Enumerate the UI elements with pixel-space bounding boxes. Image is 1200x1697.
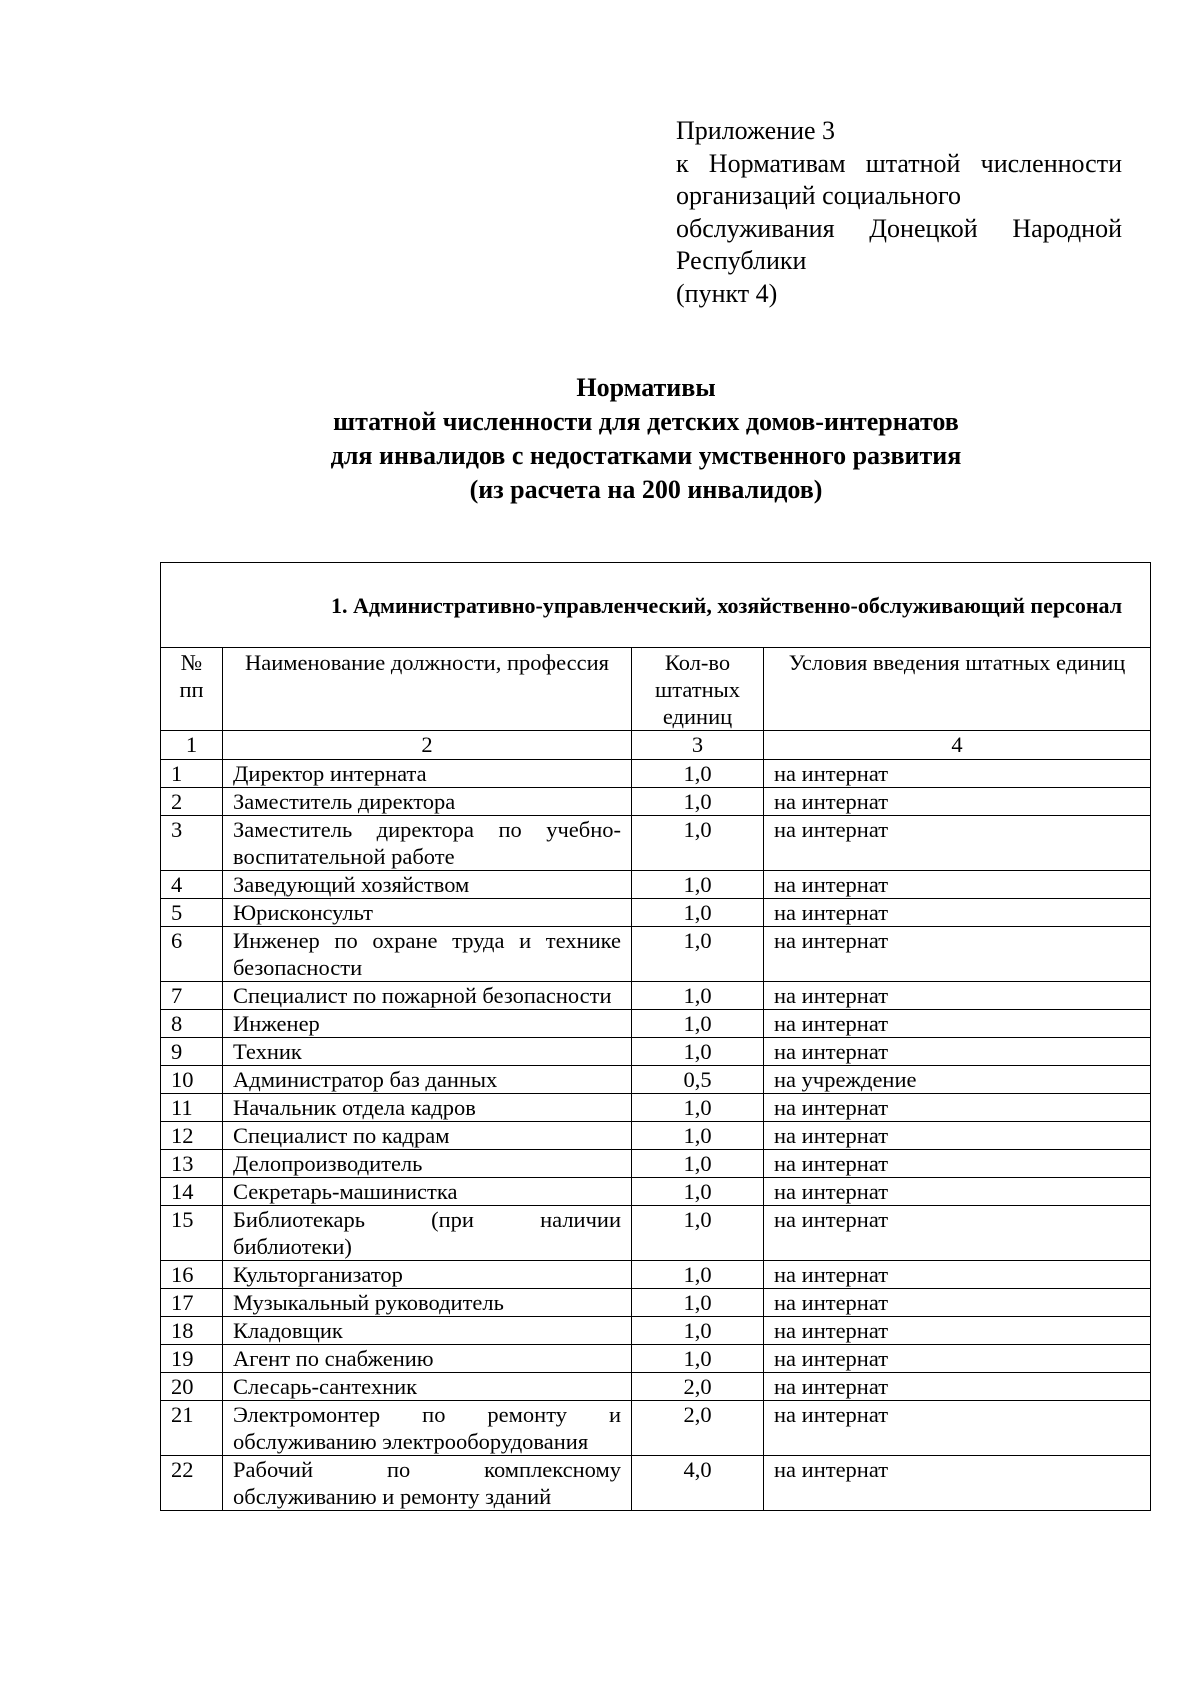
introduction-condition: на интернат bbox=[764, 1289, 1151, 1317]
staff-units: 2,0 bbox=[632, 1373, 764, 1401]
position-name: Инженер bbox=[223, 1010, 632, 1038]
table-row bbox=[161, 1206, 1151, 1261]
row-number: 16 bbox=[161, 1261, 223, 1289]
position-name: Рабочий по комплексному обслуживанию и ремонту зданий bbox=[223, 1456, 632, 1511]
introduction-condition: на интернат bbox=[764, 1206, 1151, 1261]
introduction-condition: на интернат bbox=[764, 1150, 1151, 1178]
header-row bbox=[161, 648, 1151, 731]
table-row bbox=[161, 1289, 1151, 1317]
header-cond: Условия введения штатных единиц bbox=[764, 648, 1151, 731]
row-number: 21 bbox=[161, 1401, 223, 1456]
staff-units: 1,0 bbox=[632, 1150, 764, 1178]
staff-units: 1,0 bbox=[632, 927, 764, 982]
appendix-heading bbox=[676, 115, 1122, 310]
appendix-line: обслуживания Донецкой Народной bbox=[676, 213, 1122, 243]
row-number: 5 bbox=[161, 899, 223, 927]
staffing-norms-table bbox=[160, 562, 1151, 1511]
position-name: Заместитель директора по учебно-воспитательной работе bbox=[223, 816, 632, 871]
row-number: 17 bbox=[161, 1289, 223, 1317]
appendix-line: (пункт 4) bbox=[676, 278, 778, 308]
title-line: для инвалидов с недостатками умственного развития bbox=[330, 441, 962, 470]
staff-units: 4,0 bbox=[632, 1456, 764, 1511]
title-line: (из расчета на 200 инвалидов) bbox=[469, 475, 823, 504]
introduction-condition: на учреждение bbox=[764, 1066, 1151, 1094]
staff-units: 1,0 bbox=[632, 1178, 764, 1206]
header-name: Наименование должности, профессия bbox=[223, 648, 632, 731]
row-number: 10 bbox=[161, 1066, 223, 1094]
position-name: Директор интерната bbox=[223, 760, 632, 788]
introduction-condition: на интернат bbox=[764, 1178, 1151, 1206]
header-num: № пп bbox=[161, 648, 223, 731]
position-name: Администратор баз данных bbox=[223, 1066, 632, 1094]
row-number: 8 bbox=[161, 1010, 223, 1038]
column-number: 4 bbox=[764, 731, 1151, 760]
staff-units: 1,0 bbox=[632, 1122, 764, 1150]
position-name: Заместитель директора bbox=[223, 788, 632, 816]
staff-units: 1,0 bbox=[632, 816, 764, 871]
row-number: 13 bbox=[161, 1150, 223, 1178]
position-name: Кладовщик bbox=[223, 1317, 632, 1345]
staff-units: 1,0 bbox=[632, 1094, 764, 1122]
introduction-condition: на интернат bbox=[764, 1345, 1151, 1373]
position-name: Электромонтер по ремонту и обслуживанию электрооборудования bbox=[223, 1401, 632, 1456]
table-row bbox=[161, 1345, 1151, 1373]
staff-units: 0,5 bbox=[632, 1066, 764, 1094]
table-row bbox=[161, 1010, 1151, 1038]
staff-units: 1,0 bbox=[632, 760, 764, 788]
introduction-condition: на интернат bbox=[764, 788, 1151, 816]
introduction-condition: на интернат bbox=[764, 1373, 1151, 1401]
section-row bbox=[161, 563, 1151, 648]
table-row bbox=[161, 982, 1151, 1010]
staff-units: 1,0 bbox=[632, 1261, 764, 1289]
position-name: Начальник отдела кадров bbox=[223, 1094, 632, 1122]
row-number: 4 bbox=[161, 871, 223, 899]
appendix-line: Приложение 3 bbox=[676, 116, 836, 145]
position-name: Секретарь-машинистка bbox=[223, 1178, 632, 1206]
position-name: Инженер по охране труда и технике безопасности bbox=[223, 927, 632, 982]
title-line: штатной численности для детских домов-интернатов bbox=[333, 407, 959, 436]
position-name: Библиотекарь (при наличии библиотеки) bbox=[223, 1206, 632, 1261]
position-name: Делопроизводитель bbox=[223, 1150, 632, 1178]
introduction-condition: на интернат bbox=[764, 871, 1151, 899]
table-row bbox=[161, 1373, 1151, 1401]
position-name: Специалист по кадрам bbox=[223, 1122, 632, 1150]
appendix-line: к Нормативам штатной численности bbox=[676, 148, 1122, 178]
staff-units: 1,0 bbox=[632, 1317, 764, 1345]
introduction-condition: на интернат bbox=[764, 1010, 1151, 1038]
staff-units: 2,0 bbox=[632, 1401, 764, 1456]
position-name: Специалист по пожарной безопасности bbox=[223, 982, 632, 1010]
row-number: 7 bbox=[161, 982, 223, 1010]
table-row bbox=[161, 816, 1151, 871]
introduction-condition: на интернат bbox=[764, 1456, 1151, 1511]
document-title bbox=[0, 371, 1200, 507]
position-name: Юрисконсульт bbox=[223, 899, 632, 927]
position-name: Культорганизатор bbox=[223, 1261, 632, 1289]
staff-units: 1,0 bbox=[632, 1206, 764, 1261]
section-title: 1. Административно-управленческий, хозяйственно-обслуживающий персонал bbox=[161, 563, 1151, 648]
table-row bbox=[161, 760, 1151, 788]
table-row bbox=[161, 1038, 1151, 1066]
table-row bbox=[161, 927, 1151, 982]
table-row bbox=[161, 788, 1151, 816]
staff-units: 1,0 bbox=[632, 1345, 764, 1373]
table-row bbox=[161, 1261, 1151, 1289]
header-qty: Кол-во штатных единиц bbox=[632, 648, 764, 731]
staff-units: 1,0 bbox=[632, 982, 764, 1010]
staff-units: 1,0 bbox=[632, 788, 764, 816]
row-number: 1 bbox=[161, 760, 223, 788]
position-name: Слесарь-сантехник bbox=[223, 1373, 632, 1401]
introduction-condition: на интернат bbox=[764, 1261, 1151, 1289]
staff-units: 1,0 bbox=[632, 1289, 764, 1317]
appendix-line: организаций социального bbox=[676, 181, 961, 210]
table-row bbox=[161, 899, 1151, 927]
row-number: 14 bbox=[161, 1178, 223, 1206]
introduction-condition: на интернат bbox=[764, 927, 1151, 982]
table-row bbox=[161, 1122, 1151, 1150]
table-row bbox=[161, 871, 1151, 899]
introduction-condition: на интернат bbox=[764, 1317, 1151, 1345]
row-number: 22 bbox=[161, 1456, 223, 1511]
table-row bbox=[161, 1094, 1151, 1122]
table-row bbox=[161, 1066, 1151, 1094]
position-name: Техник bbox=[223, 1038, 632, 1066]
row-number: 12 bbox=[161, 1122, 223, 1150]
introduction-condition: на интернат bbox=[764, 899, 1151, 927]
row-number: 20 bbox=[161, 1373, 223, 1401]
staff-units: 1,0 bbox=[632, 1010, 764, 1038]
introduction-condition: на интернат bbox=[764, 760, 1151, 788]
introduction-condition: на интернат bbox=[764, 816, 1151, 871]
introduction-condition: на интернат bbox=[764, 1038, 1151, 1066]
introduction-condition: на интернат bbox=[764, 1401, 1151, 1456]
column-number-row bbox=[161, 731, 1151, 760]
row-number: 9 bbox=[161, 1038, 223, 1066]
staff-units: 1,0 bbox=[632, 1038, 764, 1066]
table-row bbox=[161, 1317, 1151, 1345]
row-number: 11 bbox=[161, 1094, 223, 1122]
introduction-condition: на интернат bbox=[764, 982, 1151, 1010]
table-row bbox=[161, 1401, 1151, 1456]
introduction-condition: на интернат bbox=[764, 1094, 1151, 1122]
column-number: 2 bbox=[223, 731, 632, 760]
column-number: 1 bbox=[161, 731, 223, 760]
row-number: 2 bbox=[161, 788, 223, 816]
table-row bbox=[161, 1456, 1151, 1511]
table-row bbox=[161, 1178, 1151, 1206]
row-number: 6 bbox=[161, 927, 223, 982]
row-number: 18 bbox=[161, 1317, 223, 1345]
introduction-condition: на интернат bbox=[764, 1122, 1151, 1150]
position-name: Музыкальный руководитель bbox=[223, 1289, 632, 1317]
row-number: 19 bbox=[161, 1345, 223, 1373]
staff-units: 1,0 bbox=[632, 871, 764, 899]
column-number: 3 bbox=[632, 731, 764, 760]
row-number: 3 bbox=[161, 816, 223, 871]
position-name: Заведующий хозяйством bbox=[223, 871, 632, 899]
table-row bbox=[161, 1150, 1151, 1178]
title-line: Нормативы bbox=[576, 373, 716, 402]
position-name: Агент по снабжению bbox=[223, 1345, 632, 1373]
staff-units: 1,0 bbox=[632, 899, 764, 927]
row-number: 15 bbox=[161, 1206, 223, 1261]
appendix-line: Республики bbox=[676, 246, 807, 275]
